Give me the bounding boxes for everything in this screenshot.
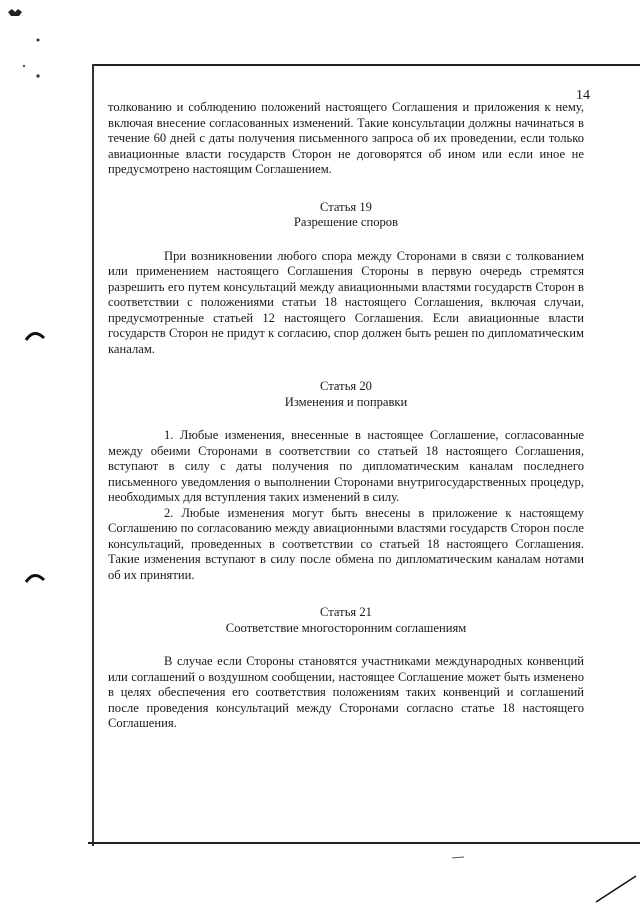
emblem-mark — [8, 9, 22, 16]
article-20-number: Статья 20 — [320, 379, 372, 393]
page-frame-bottom — [88, 842, 640, 844]
bottom-smudge — [452, 857, 464, 858]
pen-stroke — [596, 876, 636, 902]
article-20-paragraph-2: 2. Любые изменения могут быть внесены в приложение к настоящему Соглашению по согласованию между авиационными властями государств Сторон после консультаций, проведенных в соответствии со статьей 18 настоящего Соглашения. Такие изменения вступают в силу после обмена по дипломатическим каналам нотами об их принятии. — [108, 505, 584, 582]
margin-dot — [37, 39, 40, 42]
document-body — [108, 100, 584, 732]
margin-dot — [36, 74, 39, 77]
punch-hole-arc — [26, 575, 44, 582]
punch-hole-arc — [26, 333, 44, 340]
article-19-paragraph: При возникновении любого спора между Сторонами в связи с толкованием или применением настоящего Соглашения Стороны в первую очередь стремятся разрешить его путем консультаций между авиационными властями государств Сторон в соответствии с положениями статьи 18 настоящего Соглашения, включая случаи, предусмотренные статьей 12 настоящего Соглашения. Если авиационные власти государств Сторон не придут к согласию, спор должен быть решен по дипломатическим каналам. — [108, 248, 584, 356]
page-number: 14 — [576, 88, 590, 103]
page-frame-top — [92, 64, 640, 66]
article-21-paragraph: В случае если Стороны становятся участниками международных конвенций или соглашений о воздушном сообщении, настоящее Соглашение может быть изменено в целях обеспечения его соответствия положениям таких конвенций и соглашений после проведения консультаций между Сторонами согласно статье 18 настоящего Соглашения. — [108, 654, 584, 730]
article-21-number: Статья 21 — [320, 605, 372, 619]
article-19-number: Статья 19 — [320, 199, 372, 214]
continuation-paragraph: толкованию и соблюдению положений настоящего Соглашения и приложения к нему, включая внесение согласованных изменений. Такие консультации должны начинаться в течение 60 дней с даты получения письменного запроса об их проведении, если только авиационные власти государств Сторон не договорятся об ином или если иное не предусмотрено настоящим Соглашением. — [108, 100, 584, 176]
article-21-title: Соответствие многосторонним соглашениям — [225, 620, 467, 635]
margin-dot — [23, 65, 25, 67]
article-20-title: Изменения и поправки — [284, 394, 408, 409]
article-20-paragraph-1: 1. Любые изменения, внесенные в настоящее Соглашение, согласованные между обеими Сторонами в соответствии со статьей 18 настоящего Соглашения, вступают в силу с даты получения по дипломатическим каналам последнего письменного уведомления о выполнении Сторонами внутригосударственных процедур, необходимых для вступления таких изменений в силу. — [108, 428, 584, 504]
page-frame-left — [92, 64, 94, 846]
article-19-title: Разрешение споров — [293, 215, 399, 229]
